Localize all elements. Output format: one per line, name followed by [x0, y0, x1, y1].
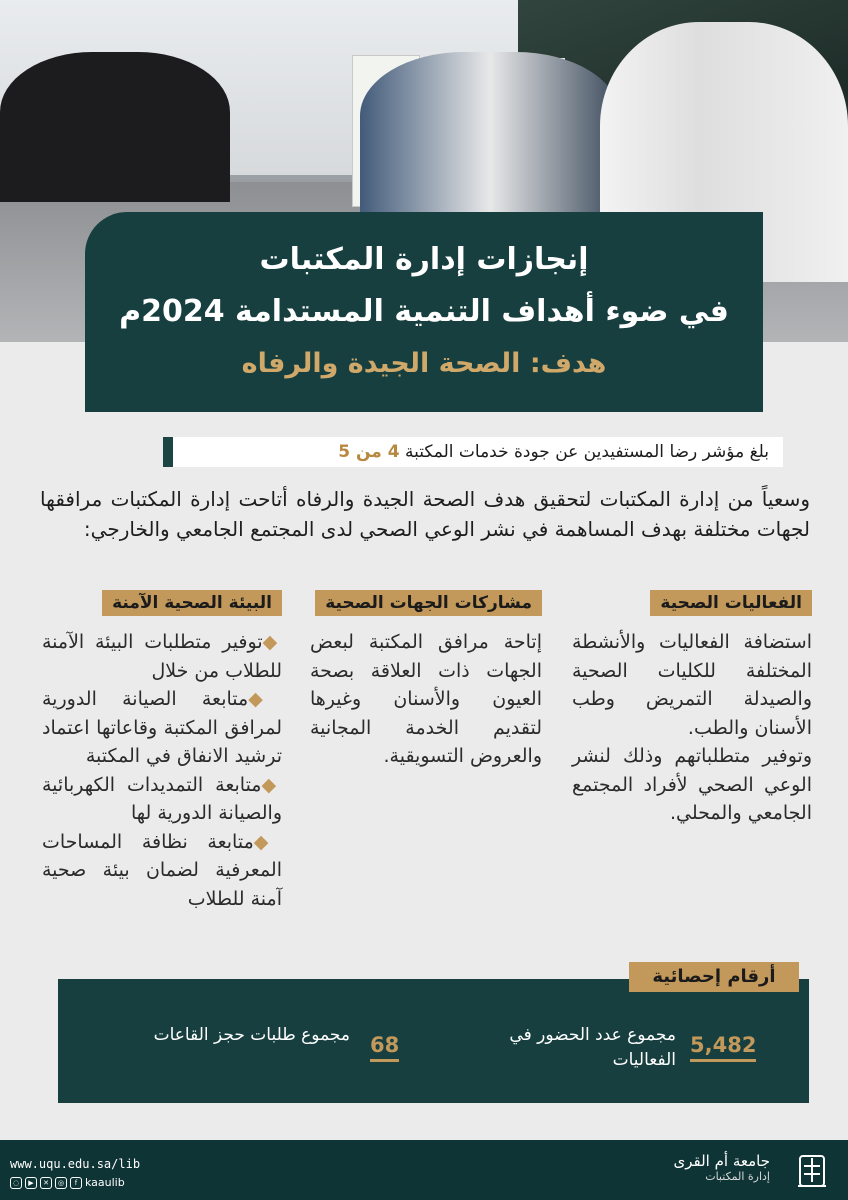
list-item: ◆متابعة نظافة المساحات المعرفية لضمان بيئة صحية آمنة للطلاب	[42, 830, 282, 910]
health-entities-body	[310, 628, 542, 771]
heading-health-events: الفعاليات الصحية	[650, 590, 812, 616]
university-logo-text	[674, 1152, 771, 1183]
intro-paragraph: وسعياً من إدارة المكتبات لتحقيق هدف الصحة الجيدة والرفاه أتاحت إدارة المكتبات مرافقها لجهات مختلفة بهدف المساهمة في نشر الوعي الصحي لدى المجتمع الجامعي والخارجي:	[40, 487, 810, 541]
photo-crowd-middle	[360, 52, 620, 212]
stats-heading: أرقام إحصائية	[629, 962, 799, 992]
youtube-icon[interactable]: ▶	[25, 1177, 37, 1189]
diamond-bullet-icon: ◆	[253, 830, 282, 853]
list-item: ◆متابعة التمديدات الكهربائية والصيانة الدورية لها	[42, 773, 282, 824]
title-box	[85, 212, 763, 412]
satisfaction-banner	[163, 437, 783, 467]
column-health-entities	[310, 590, 542, 771]
diamond-bullet-icon: ◆	[248, 688, 282, 710]
health-events-body	[572, 628, 812, 828]
heading-safe-environment: البيئة الصحية الآمنة	[102, 590, 282, 616]
title-line-2: في ضوء أهداف التنمية المستدامة 2024م	[119, 294, 729, 329]
social-handle-text: kaaulib	[85, 1176, 125, 1189]
photo-crowd-left	[0, 52, 230, 202]
list-item: ◆متابعة الصيانة الدورية لمرافق المكتبة وقاعاتها اعتماد ترشيد الانفاق في المكتبة	[42, 688, 282, 767]
stat-value-attendance: 5,482	[690, 1031, 756, 1062]
snapchat-icon[interactable]: ◌	[10, 1177, 22, 1189]
health-events-text-1: استضافة الفعاليات والأنشطة المختلفة للكليات الصحية والصيدلة التمريض وطب الأسنان والطب.	[572, 631, 812, 739]
diamond-bullet-icon: ◆	[261, 773, 282, 796]
satisfaction-value: 4 من 5	[338, 442, 400, 462]
facebook-icon[interactable]: f	[70, 1177, 82, 1189]
list-item: ◆توفير متطلبات البيئة الآمنة للطلاب من خلال	[42, 631, 282, 682]
health-events-text-2: وتوفير متطلباتهم وذلك لنشر الوعي الصحي لأفراد المجتمع الجامعي والمحلي.	[572, 745, 812, 824]
university-emblem-icon	[790, 1148, 834, 1192]
health-entities-text: إتاحة مرافق المكتبة لبعض الجهات ذات العلاقة بصحة العيون والأسنان وغيرها لتقديم الخدمة المجانية والعروض التسويقية.	[310, 631, 542, 767]
satisfaction-text: بلغ مؤشر رضا المستفيدين عن جودة خدمات المكتبة	[405, 442, 769, 462]
department-name: إدارة المكتبات	[705, 1170, 770, 1183]
diamond-bullet-icon: ◆	[262, 631, 282, 653]
social-handle[interactable]	[10, 1176, 125, 1189]
column-safe-environment	[42, 590, 282, 913]
x-icon[interactable]: ✕	[40, 1177, 52, 1189]
footer	[0, 1140, 848, 1200]
safe-environment-body	[42, 628, 282, 913]
instagram-icon[interactable]: ◎	[55, 1177, 67, 1189]
stat-value-bookings: 68	[370, 1031, 399, 1062]
heading-health-entities: مشاركات الجهات الصحية	[315, 590, 542, 616]
stat-label-bookings: مجموع طلبات حجز القاعات	[153, 1025, 350, 1045]
column-health-events	[572, 590, 812, 828]
title-line-1: إنجازات إدارة المكتبات	[259, 242, 589, 277]
university-name: جامعة أم القرى	[673, 1152, 770, 1170]
stat-label-attendance: مجموع عدد الحضور في الفعاليات	[509, 1025, 676, 1070]
website-link[interactable]: www.uqu.edu.sa/lib	[10, 1157, 141, 1171]
title-goal: هدف: الصحة الجيدة والرفاه	[241, 348, 607, 379]
